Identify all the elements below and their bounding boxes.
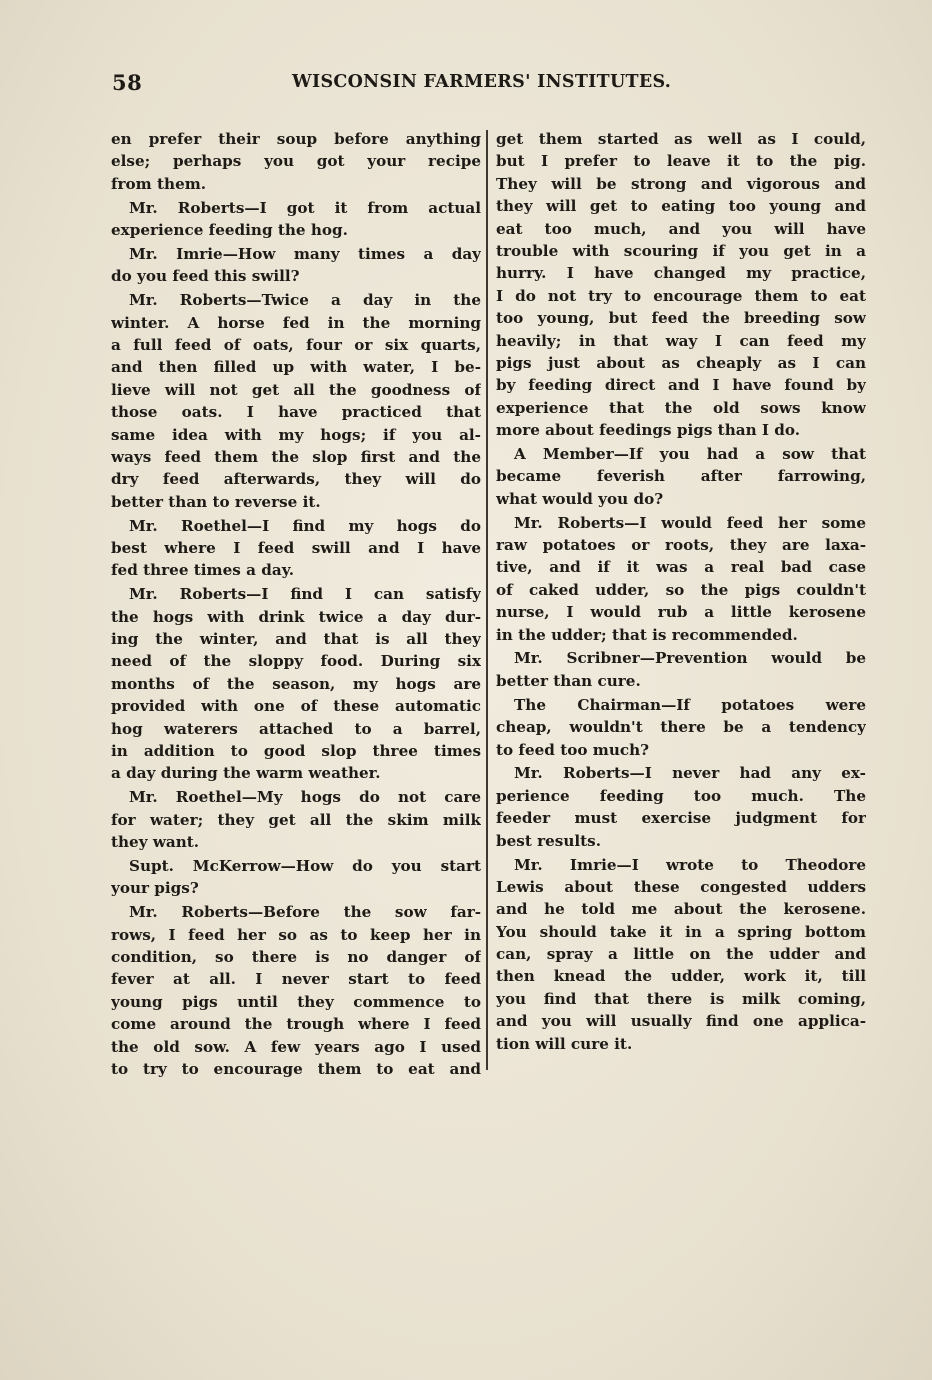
text-line: Mr. Roberts—I got it from actual xyxy=(129,198,481,217)
text-line: They will be strong and vigorous and xyxy=(496,174,866,193)
text-line: your pigs? xyxy=(111,879,199,898)
text-line: Mr. Roberts—Twice a day in the xyxy=(129,291,481,310)
text-line: and he told me about the kerosene. xyxy=(496,900,866,919)
text-line: Supt. McKerrow—How do you start xyxy=(129,857,481,875)
text-line: You should take it in a spring bottom xyxy=(496,922,866,941)
text-line: a full feed of oats, four or six quarts, xyxy=(111,336,481,355)
text-line: better than cure. xyxy=(496,671,641,690)
text-line: ing the winter, and that is all they xyxy=(111,630,481,649)
text-line: a day during the warm weather. xyxy=(111,764,381,783)
text-line: and then filled up with water, I be- xyxy=(111,358,481,377)
right-text-column xyxy=(496,128,866,1057)
text-line: can, spray a little on the udder and xyxy=(496,945,866,964)
text-line: best results. xyxy=(496,831,602,850)
text-line: fed three times a day. xyxy=(111,561,295,580)
text-line: Mr. Imrie—I wrote to Theodore xyxy=(514,855,866,874)
text-line: same idea with my hogs; if you al- xyxy=(111,425,481,444)
text-line: condition, so there is no danger of xyxy=(111,948,481,967)
text-line: come around the trough where I feed xyxy=(111,1015,481,1034)
text-line: more about feedings pigs than I do. xyxy=(496,421,801,440)
text-line: best where I feed swill and I have xyxy=(111,539,481,558)
text-line: from them. xyxy=(111,174,207,193)
left-text-column xyxy=(111,128,481,1080)
text-line: of caked udder, so the pigs couldn't xyxy=(496,580,866,599)
text-line: in the udder; that is recommended. xyxy=(496,625,798,644)
text-line: dry feed afterwards, they will do xyxy=(111,470,481,489)
text-line: experience that the old sows know xyxy=(496,398,866,417)
text-line: The Chairman—If potatoes were xyxy=(514,695,866,714)
text-line: young pigs until they commence to xyxy=(111,992,481,1011)
text-line: Mr. Scribner—Prevention would be xyxy=(514,649,866,668)
text-line: cheap, wouldn't there be a tendency xyxy=(496,718,866,737)
paragraph-gap xyxy=(496,1055,866,1057)
text-line: Mr. Roberts—I never had any ex- xyxy=(514,764,866,783)
text-line: en prefer their soup before anything xyxy=(111,130,481,148)
text-line: get them started as well as I could, xyxy=(496,130,866,148)
text-line: in addition to good slop three times xyxy=(111,742,481,761)
text-line: became feverish after farrowing, xyxy=(496,467,866,486)
text-line: winter. A horse fed in the morning xyxy=(111,313,481,332)
page-number: 58 xyxy=(112,70,143,95)
text-line: Mr. Roethel—I find my hogs do xyxy=(129,516,481,535)
text-line: those oats. I have practiced that xyxy=(111,403,481,422)
text-line: I do not try to encourage them to eat xyxy=(496,286,866,305)
page-header xyxy=(112,70,692,102)
text-line: to try to encourage them to eat and xyxy=(111,1060,481,1079)
text-line: Mr. Roberts—Before the sow far- xyxy=(129,903,481,922)
text-line: they want. xyxy=(111,833,200,852)
text-line: do you feed this swill? xyxy=(111,267,300,286)
text-line: they will get to eating too young and xyxy=(496,197,866,216)
text-line: by feeding direct and I have found by xyxy=(496,376,866,395)
text-line: hurry. I have changed my practice, xyxy=(496,264,866,283)
text-line: raw potatoes or roots, they are laxa- xyxy=(496,536,866,555)
text-line: you find that there is milk coming, xyxy=(496,989,866,1008)
text-line: then knead the udder, work it, till xyxy=(496,967,866,986)
text-line: experience feeding the hog. xyxy=(111,221,348,240)
text-line: heavily; in that way I can feed my xyxy=(496,331,866,350)
text-line: trouble with scouring if you get in a xyxy=(496,241,866,260)
text-line: eat too much, and you will have xyxy=(496,219,866,238)
text-line: tion will cure it. xyxy=(496,1034,633,1053)
text-line: Mr. Roberts—I find I can satisfy xyxy=(129,585,481,604)
text-line: lieve will not get all the goodness of xyxy=(111,380,481,399)
text-line: fever at all. I never start to feed xyxy=(111,970,481,989)
text-line: need of the sloppy food. During six xyxy=(111,652,481,671)
text-line: provided with one of these automatic xyxy=(111,697,481,716)
text-line: else; perhaps you got your recipe xyxy=(111,152,481,171)
text-line: A Member—If you had a sow that xyxy=(514,444,866,463)
text-line: the hogs with drink twice a day dur- xyxy=(111,607,481,626)
text-line: but I prefer to leave it to the pig. xyxy=(496,152,866,171)
text-line: Mr. Roberts—I would feed her some xyxy=(514,513,866,532)
text-line: ways feed them the slop first and the xyxy=(111,447,481,466)
text-line: what would you do? xyxy=(496,489,664,508)
text-line: pigs just about as cheaply as I can xyxy=(496,353,866,372)
text-line: Lewis about these congested udders xyxy=(496,877,866,896)
column-divider xyxy=(486,130,488,1070)
text-line: rows, I feed her so as to keep her in xyxy=(111,925,481,944)
text-line: tive, and if it was a real bad case xyxy=(496,558,866,577)
text-line: to feed too much? xyxy=(496,740,650,759)
text-line: Mr. Roethel—My hogs do not care xyxy=(129,788,481,807)
text-line: better than to reverse it. xyxy=(111,492,321,511)
text-line: too young, but feed the breeding sow xyxy=(496,309,866,328)
text-line: hog waterers attached to a barrel, xyxy=(111,719,481,738)
text-line: months of the season, my hogs are xyxy=(111,674,481,693)
text-line: for water; they get all the skim milk xyxy=(111,810,481,829)
running-head: WISCONSIN FARMERS' INSTITUTES. xyxy=(292,72,672,92)
text-line: the old sow. A few years ago I used xyxy=(111,1037,481,1056)
text-line: Mr. Imrie—How many times a day xyxy=(129,244,481,263)
text-line: feeder must exercise judgment for xyxy=(496,809,866,828)
text-line: nurse, I would rub a little kerosene xyxy=(496,603,866,622)
text-line: perience feeding too much. The xyxy=(496,786,866,805)
text-line: and you will usually find one applica- xyxy=(496,1012,866,1031)
